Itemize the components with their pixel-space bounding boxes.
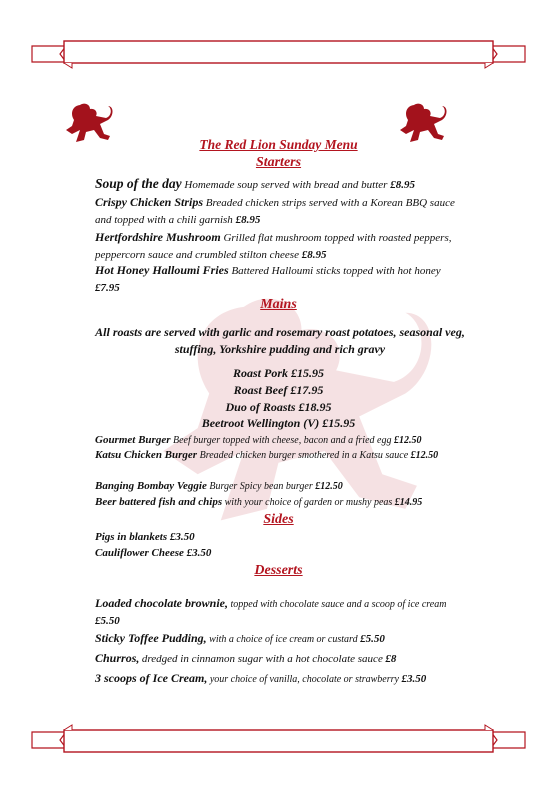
roasts-note: All roasts are served with garlic and rosemary roast potatoes, seasonal veg, stuffing, Yorkshire pudding and rich gravy	[95, 325, 465, 356]
item-name: Gourmet Burger	[95, 434, 171, 446]
dessert-item	[95, 670, 465, 688]
item-desc: Breaded chicken burger smothered in a Katsu sauce	[199, 450, 409, 461]
bottom-banner	[30, 722, 527, 758]
item-desc: Beef burger topped with cheese, bacon and a fried egg	[173, 435, 392, 446]
item-price: £14.95	[394, 497, 423, 508]
item-desc: Breaded chicken strips served with a Korean BBQ sauce and topped with a chili garnish	[95, 197, 455, 226]
starter-item	[95, 229, 465, 263]
item-price: £8.95	[390, 179, 415, 191]
item-name: Hot Honey Halloumi Fries	[95, 263, 229, 277]
side-item: Cauliflower Cheese £3.50	[95, 547, 212, 559]
item-price: £5.50	[360, 633, 385, 645]
item-price: £12.50	[393, 435, 422, 446]
mains-heading: Mains	[260, 297, 297, 312]
item-desc: with your choice of garden or mushy peas	[224, 497, 393, 508]
item-name: Sticky Toffee Pudding,	[95, 631, 207, 645]
item-price: £7.95	[95, 281, 120, 294]
item-name: Loaded chocolate brownie,	[95, 596, 228, 610]
item-price: £12.50	[315, 481, 343, 492]
item-price: £12.50	[410, 450, 439, 461]
side-item: Pigs in blankets £3.50	[95, 531, 195, 543]
item-desc: Burger Spicy bean burger	[209, 481, 313, 492]
item-name: Crispy Chicken Strips	[95, 195, 204, 209]
desserts-heading: Desserts	[254, 563, 303, 578]
roast-item: Duo of Roasts £18.95	[225, 400, 332, 414]
roast-item: Roast Pork £15.95	[232, 366, 324, 380]
main-item	[95, 478, 465, 496]
item-desc: Homemade soup served with bread and butter	[184, 179, 388, 191]
item-desc: Battered Halloumi sticks topped with hot honey	[231, 265, 441, 277]
starter-item	[95, 194, 465, 228]
roast-item: Beetroot Wellington (V) £15.95	[201, 416, 356, 430]
item-desc: topped with chocolate sauce and a scoop of ice cream	[230, 599, 447, 610]
dessert-item	[95, 595, 465, 630]
item-price: £8.95	[301, 248, 327, 261]
item-desc: with a choice of ice cream or custard	[209, 634, 358, 645]
item-name: 3 scoops of Ice Cream,	[95, 671, 208, 685]
starters-heading: Starters	[255, 155, 302, 170]
item-desc: dredged in cinnamon sugar with a hot chocolate sauce	[141, 653, 383, 665]
sides-heading: Sides	[263, 512, 294, 527]
top-banner	[30, 38, 527, 74]
item-price: £3.50	[401, 673, 427, 685]
dessert-item	[95, 650, 465, 668]
starter-item	[95, 262, 465, 296]
menu-title: The Red Lion Sunday Menu	[199, 137, 358, 152]
item-price: £8	[385, 653, 397, 665]
main-item	[95, 447, 465, 465]
item-name: Churros,	[95, 651, 140, 665]
item-desc: your choice of vanilla, chocolate or strawberry	[209, 674, 399, 685]
roast-item: Roast Beef £17.95	[233, 383, 324, 397]
item-name: Hertfordshire Mushroom	[95, 230, 221, 244]
item-name: Beer battered fish and chips	[95, 496, 223, 508]
item-price: £8.95	[235, 213, 261, 226]
dessert-item	[95, 630, 465, 648]
item-desc: Grilled flat mushroom topped with roasted peppers, peppercorn sauce and crumbled stilton cheese	[95, 232, 452, 261]
item-price: £5.50	[95, 615, 120, 627]
item-name: Katsu Chicken Burger	[95, 449, 198, 461]
item-name: Banging Bombay Veggie	[95, 480, 207, 492]
starter-item	[95, 176, 465, 194]
item-name: Soup of the day	[95, 176, 182, 191]
main-item	[95, 494, 465, 512]
